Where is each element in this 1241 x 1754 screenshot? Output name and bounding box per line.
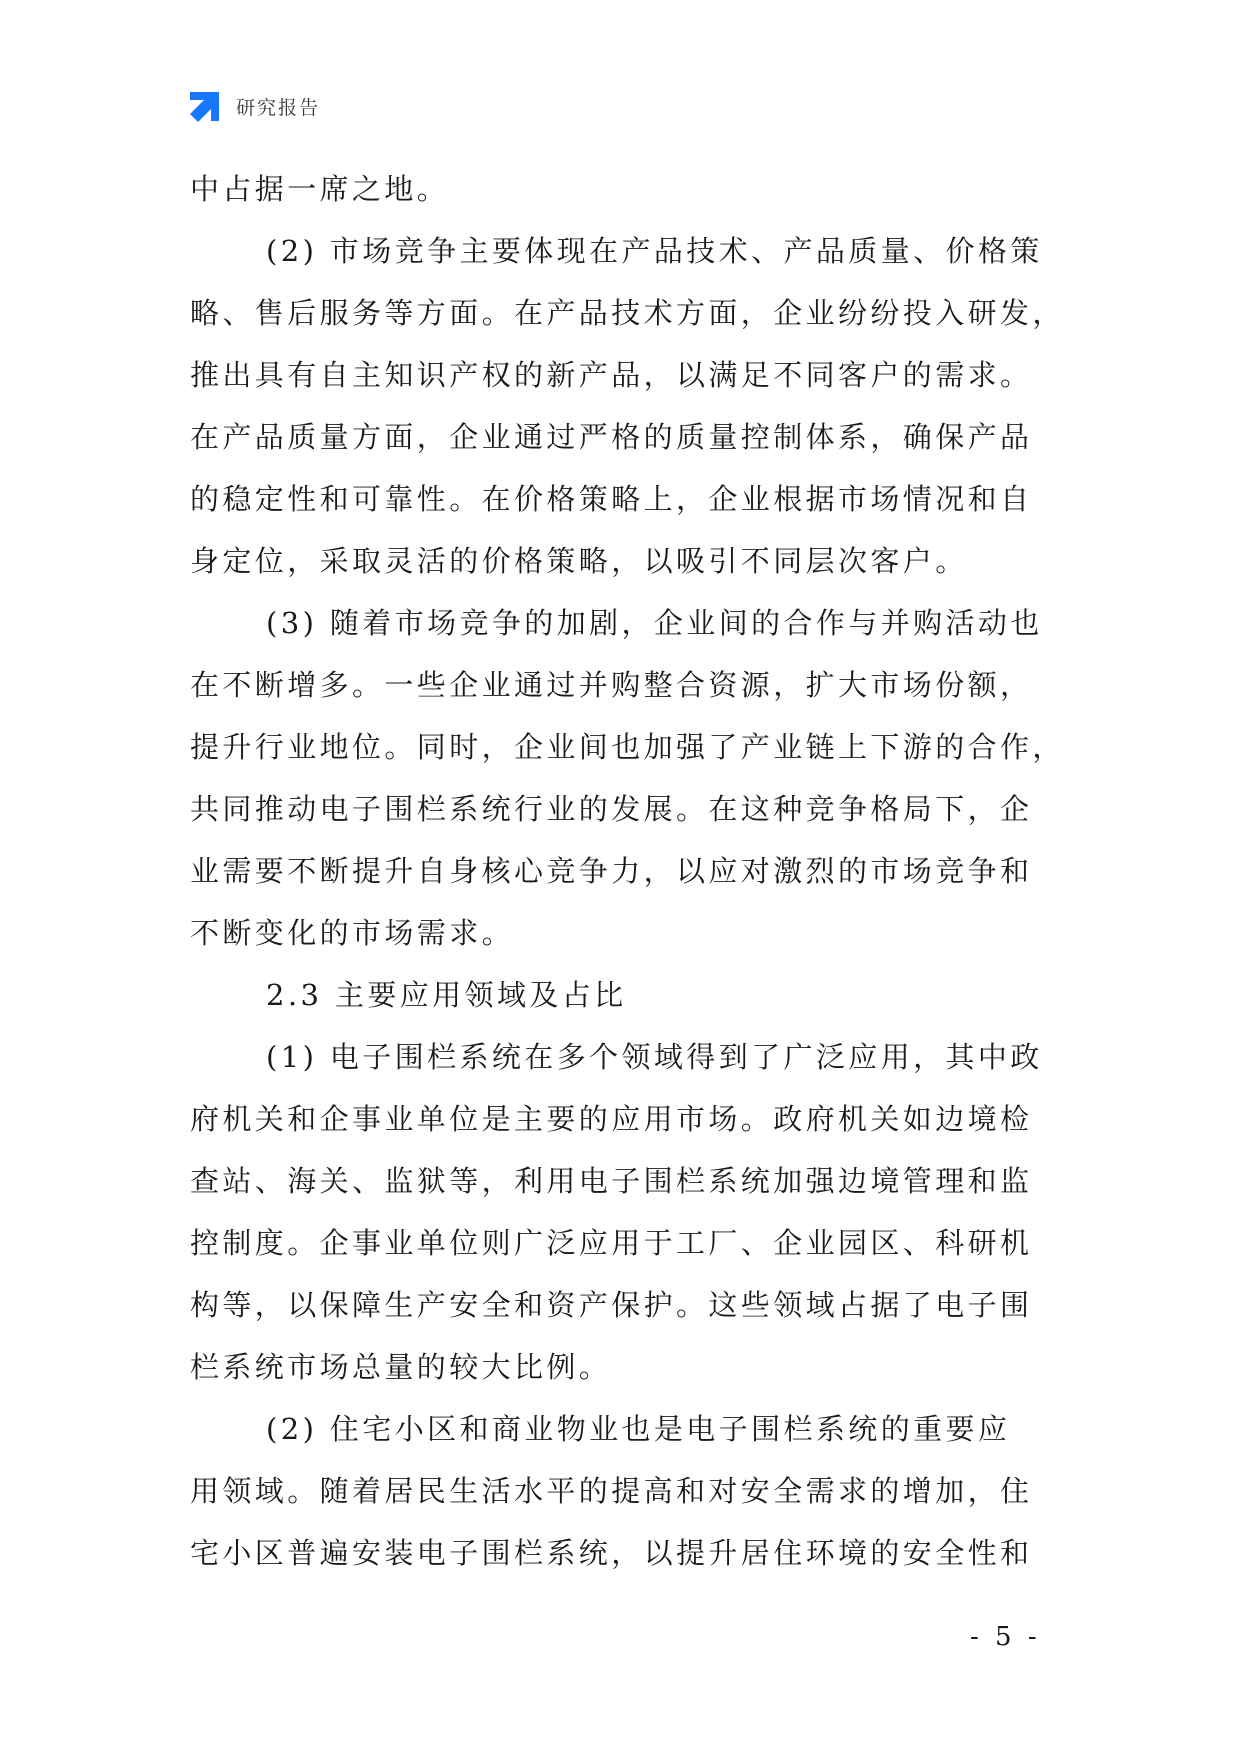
paragraph-line: 共同推动电子围栏系统行业的发展。在这种竞争格局下，企 [190, 792, 1033, 826]
paragraph-line: 构等，以保障生产安全和资产保护。这些领域占据了电子围 [190, 1288, 1033, 1322]
paragraph-line: (2) 住宅小区和商业物业也是电子围栏系统的重要应 [266, 1412, 1011, 1446]
paragraph-line: 中占据一席之地。 [190, 172, 450, 206]
section-heading: 2.3 主要应用领域及占比 [266, 978, 627, 1012]
page-number: - 5 - [970, 1622, 1041, 1652]
paragraph-line: 在不断增多。一些企业通过并购整合资源，扩大市场份额， [190, 668, 1033, 702]
arrow-up-right-icon [188, 89, 222, 123]
paragraph-line: 控制度。企事业单位则广泛应用于工厂、企业园区、科研机 [190, 1226, 1033, 1260]
header-title: 研究报告 [236, 96, 321, 119]
paragraph-line: 推出具有自主知识产权的新产品，以满足不同客户的需求。 [190, 358, 1033, 392]
paragraph-line: 略、售后服务等方面。在产品技术方面，企业纷纷投入研发， [190, 296, 1065, 330]
paragraph-line: 在产品质量方面，企业通过严格的质量控制体系，确保产品 [190, 420, 1033, 454]
paragraph-line: 身定位，采取灵活的价格策略，以吸引不同层次客户。 [190, 544, 968, 578]
paragraph-line: 业需要不断提升自身核心竞争力，以应对激烈的市场竞争和 [190, 854, 1033, 888]
paragraph-line: (1) 电子围栏系统在多个领域得到了广泛应用，其中政 [266, 1040, 1043, 1074]
paragraph-line: 栏系统市场总量的较大比例。 [190, 1350, 612, 1384]
paragraph-line: (3) 随着市场竞争的加剧，企业间的合作与并购活动也 [266, 606, 1043, 640]
paragraph-line: 用领域。随着居民生活水平的提高和对安全需求的增加，住 [190, 1474, 1033, 1508]
page-header [188, 88, 320, 124]
paragraph-line: 的稳定性和可靠性。在价格策略上，企业根据市场情况和自 [190, 482, 1033, 516]
paragraph-line: 提升行业地位。同时，企业间也加强了产业链上下游的合作， [190, 730, 1065, 764]
document-body [190, 158, 1070, 1584]
paragraph-line: 查站、海关、监狱等，利用电子围栏系统加强边境管理和监 [190, 1164, 1033, 1198]
paragraph-line: 府机关和企事业单位是主要的应用市场。政府机关如边境检 [190, 1102, 1033, 1136]
paragraph-line: 不断变化的市场需求。 [190, 916, 515, 950]
paragraph-line: 宅小区普遍安装电子围栏系统，以提升居住环境的安全性和 [190, 1536, 1033, 1570]
paragraph-line: (2) 市场竞争主要体现在产品技术、产品质量、价格策 [266, 234, 1043, 268]
